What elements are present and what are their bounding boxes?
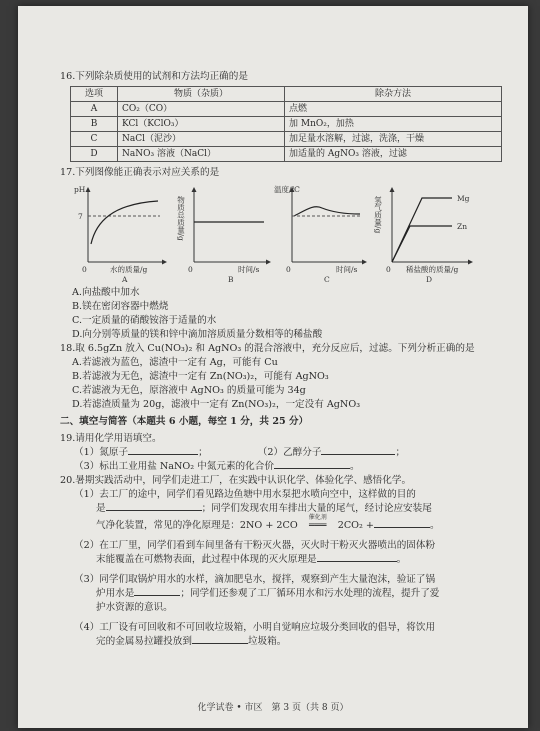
q19-line2 [60, 460, 512, 474]
q20-s1c: ；同学们发现农用车排出大量的尾气，经讨论应安装尾 [201, 503, 432, 514]
table-cell: 加 MnO₂，加热 [285, 117, 502, 132]
table-header: 物质（杂质） [118, 87, 285, 102]
table-cell: 点燃 [285, 102, 502, 117]
q20-s1e: 2CO₂ + [337, 520, 374, 531]
table-header: 选项 [71, 87, 118, 102]
punct: ； [395, 447, 406, 458]
q17-option-b: B.镁在密闭容器中燃烧 [72, 301, 169, 312]
exam-page [18, 6, 528, 728]
section-title: 二、填空与简答（本题共 6 小题，每空 1 分，共 25 分） [60, 416, 309, 427]
graph-d-caption: D [426, 275, 433, 284]
graph-a-seven: 7 [78, 212, 83, 221]
q20-s1b-line [60, 502, 512, 516]
graph-a-curve [91, 201, 158, 244]
q17-stem: 17.下列图像能正确表示对应关系的是 [60, 167, 220, 178]
answer-blank[interactable] [192, 643, 248, 644]
q19-part3: （3）标出工业用盐 NaNO₂ 中氮元素的化合价 [74, 461, 274, 472]
table-cell: 加适量的 AgNO₃ 溶液，过滤 [285, 147, 502, 162]
q20-s1d: 气净化装置，常见的净化原理是：2NO + 2CO [96, 520, 298, 531]
graph-b-origin: 0 [188, 265, 193, 274]
graph-d-origin: 0 [386, 265, 391, 274]
table-row [71, 147, 502, 162]
q20-s3a: （3）同学们取锅炉用水的水样，滴加肥皂水，搅拌，观察到产生大量泡沫，验证了锅 [74, 574, 436, 585]
q20-s1a: （1）去工厂的途中，同学们看见路边鱼塘中用水泵把水喷向空中，这样做的目的 [74, 489, 416, 500]
graphs-svg [60, 182, 512, 284]
graph-d-zn-label: Zn [457, 222, 468, 231]
table-header: 除杂方法 [285, 87, 502, 102]
graph-c-caption: C [324, 275, 330, 284]
q19-stem: 19.请用化学用语填空。 [60, 433, 162, 444]
table-cell: B [71, 117, 118, 132]
punct: 。 [349, 461, 360, 472]
answer-blank[interactable] [274, 468, 350, 469]
q17-option-c: C.一定质量的硝酸铵溶于适量的水 [72, 315, 217, 326]
q17-option-d: D.向分别等质量的镁和锌中滴加溶质质量分数相等的稀盐酸 [72, 329, 323, 340]
q19-line1 [60, 446, 512, 460]
graph-a-origin: 0 [82, 265, 87, 274]
graph-b-y-label: 物质总质量/g [176, 196, 186, 241]
punct: 。 [396, 554, 407, 565]
table-cell: D [71, 147, 118, 162]
graph-c-origin: 0 [286, 265, 291, 274]
q20-s2b: 末能覆盖在可燃物表面，此过程中体现的灭火原理是 [96, 554, 317, 565]
punct: ； [198, 447, 208, 458]
table-cell: C [71, 132, 118, 147]
q19-part2: （2）乙醇分子 [257, 447, 322, 458]
graph-d [373, 188, 472, 284]
q20-s4a: （4）工厂设有可回收和不可回收垃圾箱，小明自觉响应垃圾分类回收的倡导，将饮用 [74, 622, 436, 633]
graph-a-caption: A [122, 275, 128, 284]
table-row [71, 102, 502, 117]
catalyst-label: 催化剂 [308, 514, 327, 521]
table-cell: NaNO₃ 溶液（NaCl） [118, 147, 285, 162]
q17-option-a: A.向盐酸中加水 [72, 287, 140, 298]
graph-d-mg-line [392, 198, 452, 262]
graph-c-x-label: 时间/s [336, 265, 358, 274]
q20-s3c: ；同学们还参观了工厂循环用水和污水处理的流程，提升了爱 [180, 588, 440, 599]
q20-s4b: 完的金属易拉罐投放到 [96, 636, 192, 647]
graph-d-zn-line [392, 226, 452, 262]
graph-a [74, 185, 166, 284]
answer-blank[interactable] [106, 510, 202, 511]
page-content [60, 70, 512, 649]
answer-blank[interactable] [321, 454, 395, 455]
q20-s3b-line [60, 587, 512, 601]
q20-s4c: 垃圾箱。 [247, 636, 287, 647]
table-cell: 加足量水溶解，过滤，洗涤，干燥 [285, 132, 502, 147]
graph-a-x-label: 水的质量/g [110, 265, 148, 274]
q20-s3d: 护水资源的意识。 [96, 602, 173, 613]
page-footer: 化学试卷 • 市区 第 3 页（共 8 页） [197, 703, 349, 713]
q18-stem: 18.取 6.5gZn 放入 Cu(NO₃)₂ 和 AgNO₃ 的混合溶液中，充分反应后，过滤。下列分析正确的是 [60, 343, 475, 354]
answer-blank[interactable] [374, 527, 430, 528]
graph-b-x-label: 时间/s [238, 265, 260, 274]
q20-s1d-line [60, 514, 512, 533]
table-cell: CO₂（CO） [118, 102, 285, 117]
q20-s2b-line [60, 553, 512, 567]
q18-option-c: C.若滤液为无色，原溶液中 AgNO₃ 的质量可能为 34g [72, 385, 306, 396]
graph-c-curve [294, 207, 360, 216]
q16-stem: 16.下列除杂质使用的试剂和方法均正确的是 [60, 71, 248, 82]
q18-option-b: B.若滤液为无色，滤渣中一定有 Zn(NO₃)₂，可能有 AgNO₃ [72, 371, 329, 382]
graph-a-y-label: pH [74, 185, 86, 194]
table-row [71, 132, 502, 147]
q20-s4b-line [60, 635, 512, 649]
graph-b-caption: B [228, 275, 234, 284]
answer-blank[interactable] [128, 454, 198, 455]
q18-option-a: A.若滤液为蓝色，滤渣中一定有 Ag，可能有 Cu [72, 357, 278, 368]
catalyst-arrow: 催化剂 ═══ [298, 519, 338, 533]
table-cell: KCl（KClO₃） [118, 117, 285, 132]
q16-table [70, 86, 502, 162]
answer-blank[interactable] [134, 595, 180, 596]
q20-s3b: 炉用水是 [96, 588, 135, 599]
graph-d-y-label: 氢气质量/g [373, 196, 383, 234]
answer-blank[interactable] [317, 561, 397, 562]
q20-s2a: （2）在工厂里，同学们看到车间里备有干粉灭火器，灭火时干粉灭火器喷出的固体粉 [74, 540, 436, 551]
q20-s1b: 是 [96, 503, 106, 514]
table-row [71, 117, 502, 132]
table-cell: NaCl（泥沙） [118, 132, 285, 147]
q19-part1: （1）氮原子 [74, 447, 129, 458]
q20-stem: 20.暑期实践活动中，同学们走进工厂，在实践中认识化学、体验化学、感悟化学。 [60, 475, 412, 486]
graph-b [176, 188, 270, 284]
graph-d-mg-label: Mg [457, 194, 470, 203]
punct: 。 [429, 520, 440, 531]
graph-d-x-label: 稀盐酸的质量/g [406, 265, 459, 274]
table-header-row [71, 87, 502, 102]
graph-c [274, 184, 366, 284]
table-cell: A [71, 102, 118, 117]
q17-graphs [60, 182, 512, 284]
graph-c-y-label: 温度/℃ [274, 185, 300, 194]
q18-option-d: D.若滤渣质量为 20g，滤液中一定有 Zn(NO₃)₂，一定没有 AgNO₃ [72, 399, 361, 410]
